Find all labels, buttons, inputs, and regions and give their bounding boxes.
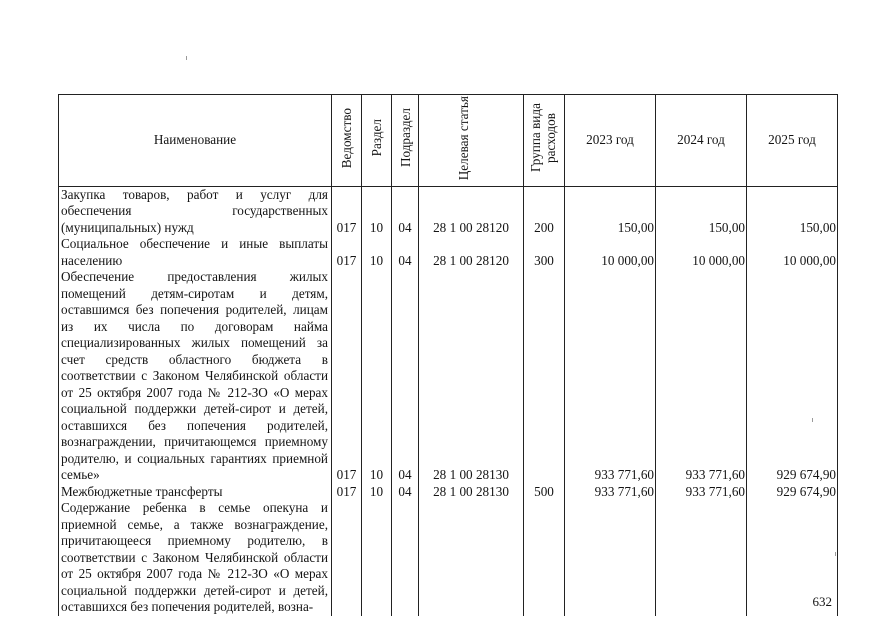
row-subsection: 04 [392,236,419,269]
row-target-article [419,500,524,616]
row-subsection: 04 [392,269,419,484]
row-target-article: 28 1 00 28130 [419,269,524,484]
row-section: 10 [362,236,392,269]
row-amount-2023: 150,00 [565,186,656,236]
row-expense-group: 300 [524,236,565,269]
budget-allocation-table [58,94,838,616]
table-header-row [59,95,838,187]
row-target-article: 28 1 00 28130 [419,484,524,501]
table-row [59,186,838,236]
row-amount-2025: 929 674,90 [747,269,838,484]
header-year-2024: 2024 год [656,95,747,187]
row-amount-2023: 933 771,60 [565,484,656,501]
row-name: Социальное обеспечение и иные выплаты населению [59,236,332,269]
table-row [59,269,838,484]
table-row [59,236,838,269]
row-subsection: 04 [392,186,419,236]
row-department [332,500,362,616]
row-department: 017 [332,186,362,236]
row-amount-2025: 929 674,90 [747,484,838,501]
row-name: Содержание ребенка в семье опекуна и приемной семье, а также вознаграждение, причитающееся приемному родителю, в соответствии с Законом Челябинской области от 25 октября 2007 года № 212-ЗО «О мерах социальной поддержки детей-сирот и детей, оставшихся без попечения родителей, возна- [59,500,332,616]
row-amount-2023 [565,500,656,616]
row-department: 017 [332,236,362,269]
row-amount-2025: 10 000,00 [747,236,838,269]
row-subsection: 04 [392,484,419,501]
row-expense-group: 200 [524,186,565,236]
header-subsection: Подраздел [392,95,419,187]
header-year-2023: 2023 год [565,95,656,187]
row-name: Закупка товаров, работ и услуг для обеспечения государственных (муниципальных) нужд [59,186,332,236]
row-amount-2024: 150,00 [656,186,747,236]
row-expense-group: 500 [524,484,565,501]
header-year-2025: 2025 год [747,95,838,187]
header-name: Наименование [59,95,332,187]
row-amount-2023: 10 000,00 [565,236,656,269]
row-section: 10 [362,484,392,501]
row-section: 10 [362,269,392,484]
row-target-article: 28 1 00 28120 [419,186,524,236]
header-expense-group: Группа вида расходов [524,95,565,187]
page-number: 632 [812,594,832,609]
row-target-article: 28 1 00 28120 [419,236,524,269]
header-department: Ведомство [332,95,362,187]
row-department: 017 [332,269,362,484]
row-amount-2024: 933 771,60 [656,269,747,484]
row-amount-2025: 150,00 [747,186,838,236]
row-subsection [392,500,419,616]
header-target-article: Целевая статья [419,95,524,187]
row-section [362,500,392,616]
row-section: 10 [362,186,392,236]
row-name: Межбюджетные трансферты [59,484,332,501]
row-amount-2024: 933 771,60 [656,484,747,501]
row-amount-2023: 933 771,60 [565,269,656,484]
row-department: 017 [332,484,362,501]
header-section: Раздел [362,95,392,187]
row-amount-2024 [656,500,747,616]
scan-speck [186,56,187,60]
row-amount-2024: 10 000,00 [656,236,747,269]
row-expense-group [524,269,565,484]
table-row [59,500,838,616]
row-name: Обеспечение предоставления жилых помещений детям-сиротам и детям, оставшимся без попечения родителей, лицам из их числа по договорам найма специализированных жилых помещений за счет средств областного бюджета в соответствии с Законом Челябинской области от 25 октября 2007 года № 212-ЗО «О мерах социальной поддержки детей-сирот и детей, оставшихся без попечения родителей, вознаграждении, причитающемся приемному родителю, и социальных гарантиях приемной семье» [59,269,332,484]
row-expense-group [524,500,565,616]
table-row [59,484,838,501]
